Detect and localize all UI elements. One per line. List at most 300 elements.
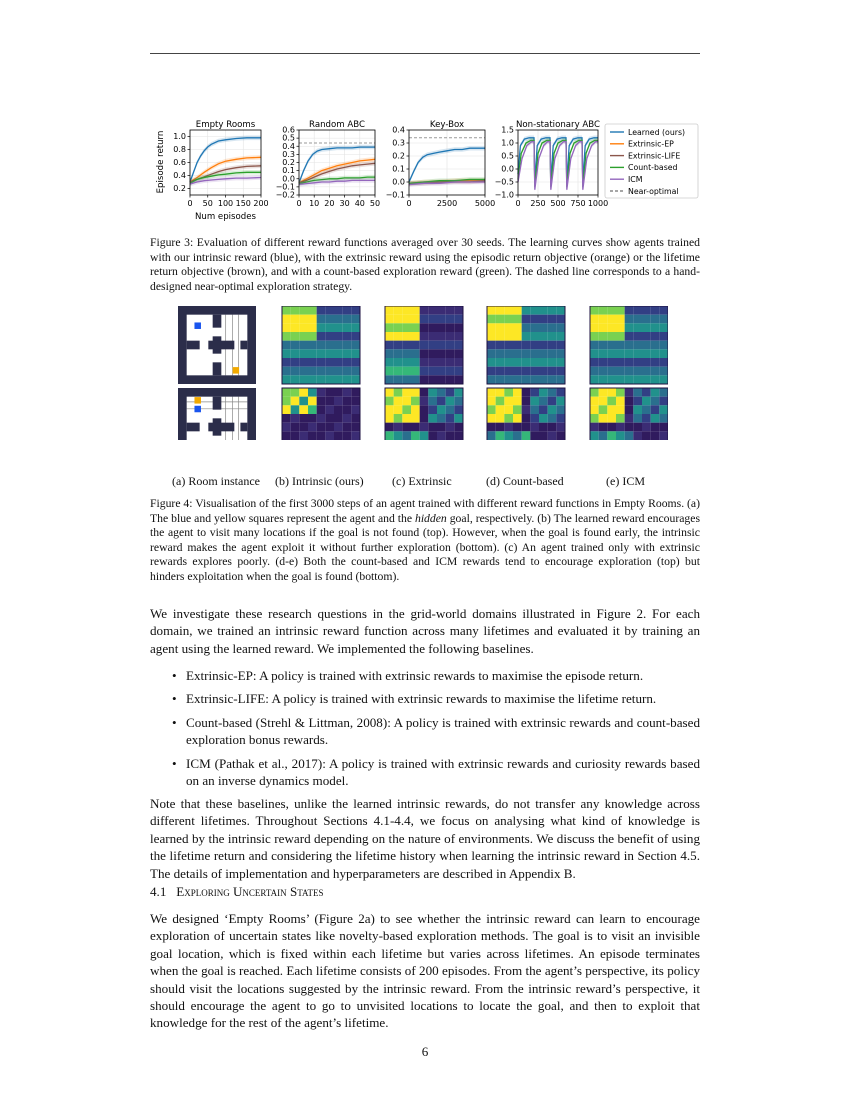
heatmap-cell <box>530 423 539 432</box>
heatmap-cell <box>659 306 668 315</box>
heatmap-cell <box>616 315 625 324</box>
heatmap-cell <box>616 323 625 332</box>
room-wall <box>247 388 256 440</box>
room-wall <box>187 423 200 432</box>
heatmap-cell <box>334 388 343 397</box>
heatmap-cell <box>633 405 642 414</box>
heatmap-cell <box>530 405 539 414</box>
heatmap-cell <box>522 306 531 315</box>
heatmap-cell <box>428 306 437 315</box>
heatmap-cell <box>659 341 668 350</box>
heatmap-cell <box>607 414 616 423</box>
heatmap-cell <box>325 358 334 367</box>
heatmap-cell <box>402 315 411 324</box>
heatmap-cell <box>651 431 660 440</box>
y-tick-label: 0.4 <box>392 125 405 135</box>
chart-panel-non-stationary-abc <box>495 120 609 208</box>
heatmap-cell <box>659 397 668 406</box>
heatmap-cell <box>513 423 522 432</box>
section-title: Exploring Uncertain States <box>176 884 324 899</box>
heatmap-extrinsic-top <box>385 306 463 384</box>
heatmap-cell <box>428 323 437 332</box>
heatmap-cell <box>317 341 326 350</box>
heatmap-cell <box>385 431 394 440</box>
heatmap-cell <box>530 323 539 332</box>
heatmap-cell <box>334 306 343 315</box>
heatmap-cell <box>308 367 317 376</box>
figure-4-caption-lead: Figure 4: Visualisation of the first 3000 steps of an agent trained with different reward functions in Empty Rooms. (a) The blue and yellow squares represent the agent and the <box>150 497 701 525</box>
chart-panel-empty-rooms <box>173 120 268 208</box>
heatmap-cell <box>437 315 446 324</box>
heatmap-cell <box>420 431 429 440</box>
heatmap-cell <box>437 414 446 423</box>
heatmap-cell <box>402 367 411 376</box>
heatmap-cell <box>607 349 616 358</box>
heatmap-cell <box>513 306 522 315</box>
y-tick-label: −0.1 <box>275 182 295 192</box>
legend-label-extrinsic-ep: Extrinsic-EP <box>628 139 674 149</box>
heatmap-cell <box>394 358 403 367</box>
heatmap-cell <box>334 397 343 406</box>
heatmap-cell <box>659 358 668 367</box>
heatmap-cell <box>633 423 642 432</box>
room-wall <box>208 341 234 350</box>
heatmap-cell <box>446 367 455 376</box>
heatmap-cell <box>420 375 429 384</box>
room-wall <box>178 306 256 315</box>
heatmap-cell <box>317 358 326 367</box>
heatmap-cell <box>343 414 352 423</box>
chart-legend <box>605 124 698 198</box>
room-instance-top <box>178 306 256 384</box>
heatmap-cell <box>496 423 505 432</box>
heatmap-cell <box>556 358 565 367</box>
heatmap-cell <box>420 341 429 350</box>
heatmap-cell <box>659 315 668 324</box>
heatmap-cell <box>548 367 557 376</box>
heatmap-cell <box>402 323 411 332</box>
legend-label-near-optimal: Near-optimal <box>628 186 679 196</box>
heatmap-cell <box>454 375 463 384</box>
heatmap-cell <box>496 414 505 423</box>
heatmap-cell <box>420 358 429 367</box>
heatmap-cell <box>539 306 548 315</box>
heatmap-cell <box>522 423 531 432</box>
y-tick-label: 0.8 <box>173 145 186 155</box>
heatmap-cell <box>351 323 360 332</box>
heatmap-count-based-top <box>487 306 565 384</box>
room-wall <box>178 375 256 384</box>
heatmap-cell <box>659 367 668 376</box>
heatmap-cell <box>411 431 420 440</box>
heatmap-cell <box>556 423 565 432</box>
heatmap-cell <box>454 397 463 406</box>
heatmap-cell <box>385 414 394 423</box>
heatmap-cell <box>625 367 634 376</box>
heatmap-cell <box>651 332 660 341</box>
heatmap-cell <box>394 397 403 406</box>
heatmap-cell <box>522 358 531 367</box>
heatmap-cell <box>539 414 548 423</box>
heatmap-cell <box>487 323 496 332</box>
heatmap-cell <box>385 349 394 358</box>
heatmap-cell <box>411 367 420 376</box>
agent-square <box>194 322 201 329</box>
heatmap-cell <box>504 375 513 384</box>
heatmap-cell <box>282 367 291 376</box>
heatmap-cell <box>402 332 411 341</box>
baseline-item-count-based: • Count-based (Strehl & Littman, 2008): A policy is trained with extrinsic rewards and count-based exploration bonus rewards. <box>186 714 700 749</box>
heatmap-cell <box>556 306 565 315</box>
heatmap-cell <box>625 405 634 414</box>
heatmap-cell <box>420 323 429 332</box>
heatmap-cell <box>633 323 642 332</box>
heatmap-cell <box>513 388 522 397</box>
heatmap-cell <box>633 349 642 358</box>
heatmap-cell <box>616 358 625 367</box>
x-tick-label: 5000 <box>474 199 496 208</box>
heatmap-cell <box>334 349 343 358</box>
heatmap-cell <box>343 397 352 406</box>
heatmap-cell <box>642 306 651 315</box>
heatmap-cell <box>487 315 496 324</box>
baseline-list <box>186 667 700 795</box>
heatmap-cell <box>351 388 360 397</box>
heatmap-cell <box>299 349 308 358</box>
heatmap-cell <box>420 388 429 397</box>
heatmap-cell <box>282 423 291 432</box>
heatmap-cell <box>504 388 513 397</box>
heatmap-cell <box>343 341 352 350</box>
heatmap-cell <box>642 414 651 423</box>
heatmap-cell <box>522 315 531 324</box>
heatmap-cell <box>420 405 429 414</box>
heatmap-cell <box>325 341 334 350</box>
heatmap-cell <box>496 315 505 324</box>
heatmap-cell <box>590 423 599 432</box>
heatmap-cell <box>625 358 634 367</box>
heatmap-cell <box>599 431 608 440</box>
heatmap-cell <box>548 323 557 332</box>
heatmap-cell <box>504 405 513 414</box>
heatmap-cell <box>437 358 446 367</box>
heatmap-cell <box>496 405 505 414</box>
heatmap-cell <box>642 405 651 414</box>
heatmap-cell <box>633 306 642 315</box>
heatmap-cell <box>446 375 455 384</box>
heatmap-cell <box>548 388 557 397</box>
heatmap-cell <box>394 405 403 414</box>
heatmap-cell <box>282 375 291 384</box>
heatmap-cell <box>607 332 616 341</box>
heatmap-cell <box>437 306 446 315</box>
heatmap-cell <box>651 405 660 414</box>
heatmap-cell <box>530 431 539 440</box>
y-tick-label: 0.0 <box>501 164 514 174</box>
heatmap-cell <box>437 341 446 350</box>
heatmap-cell <box>394 323 403 332</box>
heatmap-cell <box>590 315 599 324</box>
heatmap-cell <box>402 349 411 358</box>
heatmap-cell <box>633 397 642 406</box>
heatmap-cell <box>351 306 360 315</box>
heatmap-cell <box>651 306 660 315</box>
heatmap-cell <box>642 375 651 384</box>
heatmap-cell <box>394 306 403 315</box>
heatmap-cell <box>651 375 660 384</box>
y-tick-label: 0.1 <box>392 164 405 174</box>
heatmap-cell <box>317 414 326 423</box>
heatmap-cell <box>625 341 634 350</box>
heatmap-cell <box>616 397 625 406</box>
heatmap-cell <box>317 323 326 332</box>
x-tick-label: 0 <box>296 199 302 208</box>
heatmap-cell <box>428 341 437 350</box>
heatmap-cell <box>334 358 343 367</box>
heatmap-cell <box>530 367 539 376</box>
goal-square <box>233 367 240 374</box>
heatmap-cell <box>607 405 616 414</box>
heatmap-cell <box>599 315 608 324</box>
heatmap-cell <box>385 358 394 367</box>
room-wall <box>178 306 187 384</box>
heatmap-cell <box>504 367 513 376</box>
heatmap-cell <box>282 431 291 440</box>
heatmap-cell <box>437 323 446 332</box>
heatmap-cell <box>420 423 429 432</box>
heatmap-cell <box>616 375 625 384</box>
heatmap-cell <box>590 397 599 406</box>
heatmap-cell <box>548 306 557 315</box>
heatmap-cell <box>513 405 522 414</box>
heatmap-icm-top <box>590 306 668 384</box>
heatmap-cell <box>394 332 403 341</box>
y-tick-label: −0.2 <box>275 190 295 200</box>
heatmap-cell <box>428 358 437 367</box>
y-tick-label: 0.5 <box>282 133 295 143</box>
heatmap-cell <box>616 349 625 358</box>
heatmap-cell <box>317 332 326 341</box>
heatmap-cell <box>394 341 403 350</box>
heatmap-cell <box>599 306 608 315</box>
heatmap-cell <box>334 315 343 324</box>
heatmap-cell <box>607 388 616 397</box>
heatmap-cell <box>556 367 565 376</box>
heatmap-cell <box>496 349 505 358</box>
heatmap-cell <box>599 405 608 414</box>
heatmap-cell <box>651 367 660 376</box>
heatmap-cell <box>334 423 343 432</box>
heatmap-cell <box>291 367 300 376</box>
heatmap-cell <box>487 397 496 406</box>
heatmap-cell <box>385 367 394 376</box>
heatmap-cell <box>539 397 548 406</box>
heatmap-cell <box>530 414 539 423</box>
heatmap-cell <box>487 306 496 315</box>
heatmap-cell <box>504 315 513 324</box>
heatmap-cell <box>633 367 642 376</box>
figure-3-learning-curves <box>150 112 700 224</box>
heatmap-cell <box>487 431 496 440</box>
heatmap-cell <box>548 423 557 432</box>
heatmap-cell <box>411 414 420 423</box>
heatmap-cell <box>325 332 334 341</box>
heatmap-cell <box>351 405 360 414</box>
heatmap-cell <box>308 358 317 367</box>
x-tick-label: 10 <box>309 199 320 208</box>
heatmap-cell <box>291 397 300 406</box>
heatmap-cell <box>299 315 308 324</box>
heatmap-cell <box>590 405 599 414</box>
x-tick-label: 0 <box>515 199 521 208</box>
heatmap-cell <box>308 315 317 324</box>
y-tick-label: 0.4 <box>173 171 186 181</box>
heatmap-cell <box>642 367 651 376</box>
heatmap-cell <box>325 388 334 397</box>
baseline-item-extrinsic-ep: • Extrinsic-EP: A policy is trained with extrinsic rewards to maximise the episode return. <box>186 667 700 684</box>
heatmap-cell <box>633 375 642 384</box>
heatmap-cell <box>282 332 291 341</box>
heatmap-cell <box>428 388 437 397</box>
heatmap-cell <box>599 358 608 367</box>
heatmap-cell <box>642 341 651 350</box>
heatmap-cell <box>325 431 334 440</box>
heatmap-cell <box>625 397 634 406</box>
heatmap-cell <box>590 332 599 341</box>
heatmap-cell <box>299 423 308 432</box>
room-wall <box>178 388 256 397</box>
heatmap-cell <box>548 405 557 414</box>
y-axis-label: Episode return <box>156 130 166 194</box>
heatmap-cell <box>539 423 548 432</box>
heatmap-cell <box>437 349 446 358</box>
heatmap-cell <box>633 414 642 423</box>
legend-label-count-based: Count-based <box>628 163 678 173</box>
heatmap-cell <box>291 315 300 324</box>
heatmap-cell <box>599 423 608 432</box>
heatmap-cell <box>556 315 565 324</box>
heatmap-cell <box>282 405 291 414</box>
x-tick-label: 250 <box>530 199 546 208</box>
heatmap-cell <box>291 332 300 341</box>
heatmap-cell <box>343 375 352 384</box>
heatmap-cell <box>394 423 403 432</box>
heatmap-cell <box>325 423 334 432</box>
room-wall <box>178 388 187 440</box>
heatmap-cell <box>522 341 531 350</box>
heatmap-cell <box>428 397 437 406</box>
heatmap-cell <box>616 405 625 414</box>
chart-title: Random ABC <box>309 120 365 130</box>
heatmap-cell <box>454 423 463 432</box>
heatmap-cell <box>513 358 522 367</box>
heatmap-cell <box>522 367 531 376</box>
heatmap-cell <box>446 349 455 358</box>
heatmap-cell <box>385 332 394 341</box>
heatmap-cell <box>411 341 420 350</box>
heatmap-cell <box>299 341 308 350</box>
heatmap-cell <box>299 323 308 332</box>
heatmap-cell <box>651 323 660 332</box>
heatmap-cell <box>513 323 522 332</box>
heatmap-cell <box>282 397 291 406</box>
heatmap-cell <box>420 414 429 423</box>
heatmap-cell <box>590 323 599 332</box>
heatmap-cell <box>446 332 455 341</box>
heatmap-cell <box>496 431 505 440</box>
heatmap-cell <box>351 315 360 324</box>
heatmap-cell <box>556 414 565 423</box>
heatmap-cell <box>343 306 352 315</box>
heatmap-cell <box>504 323 513 332</box>
heatmap-cell <box>651 414 660 423</box>
heatmap-cell <box>548 332 557 341</box>
heatmap-cell <box>402 306 411 315</box>
heatmap-cell <box>539 358 548 367</box>
x-tick-label: 150 <box>235 199 251 208</box>
heatmap-cell <box>548 341 557 350</box>
heatmap-cell <box>420 332 429 341</box>
heatmap-cell <box>539 332 548 341</box>
heatmap-cell <box>487 367 496 376</box>
heatmap-cell <box>411 306 420 315</box>
heatmap-cell <box>334 405 343 414</box>
heatmap-cell <box>325 349 334 358</box>
heatmap-cell <box>446 323 455 332</box>
heatmap-cell <box>616 332 625 341</box>
x-tick-label: 750 <box>570 199 586 208</box>
heatmap-cell <box>317 423 326 432</box>
heatmap-cell <box>487 341 496 350</box>
heatmap-cell <box>590 414 599 423</box>
heatmap-cell <box>317 431 326 440</box>
heatmap-cell <box>317 388 326 397</box>
heatmap-cell <box>556 332 565 341</box>
heatmap-cell <box>599 349 608 358</box>
heatmap-cell <box>291 323 300 332</box>
heatmap-cell <box>539 341 548 350</box>
heatmap-cell <box>402 375 411 384</box>
heatmap-cell <box>437 375 446 384</box>
heatmap-cell <box>411 358 420 367</box>
heatmap-intrinsic-top <box>282 306 360 384</box>
chart-title: Non-stationary ABC <box>515 120 601 130</box>
y-tick-label: 0.6 <box>173 158 186 168</box>
heatmap-cell <box>334 414 343 423</box>
heatmap-cell <box>325 375 334 384</box>
y-tick-label: 0.2 <box>392 151 405 161</box>
heatmap-cell <box>385 388 394 397</box>
heatmap-cell <box>548 414 557 423</box>
heatmap-cell <box>437 388 446 397</box>
heatmap-cell <box>556 323 565 332</box>
heatmap-cell <box>317 349 326 358</box>
heatmap-cell <box>394 414 403 423</box>
heatmap-cell <box>343 423 352 432</box>
heatmap-cell <box>317 375 326 384</box>
y-tick-label: 1.0 <box>173 132 186 142</box>
heatmap-cell <box>522 388 531 397</box>
y-tick-label: 0.3 <box>392 138 405 148</box>
heatmap-cell <box>325 414 334 423</box>
heatmap-cell <box>402 405 411 414</box>
heatmap-cell <box>334 323 343 332</box>
heatmap-cell <box>437 332 446 341</box>
heatmap-cell <box>642 423 651 432</box>
heatmap-cell <box>590 367 599 376</box>
heatmap-cell <box>308 423 317 432</box>
x-tick-label: 40 <box>354 199 365 208</box>
